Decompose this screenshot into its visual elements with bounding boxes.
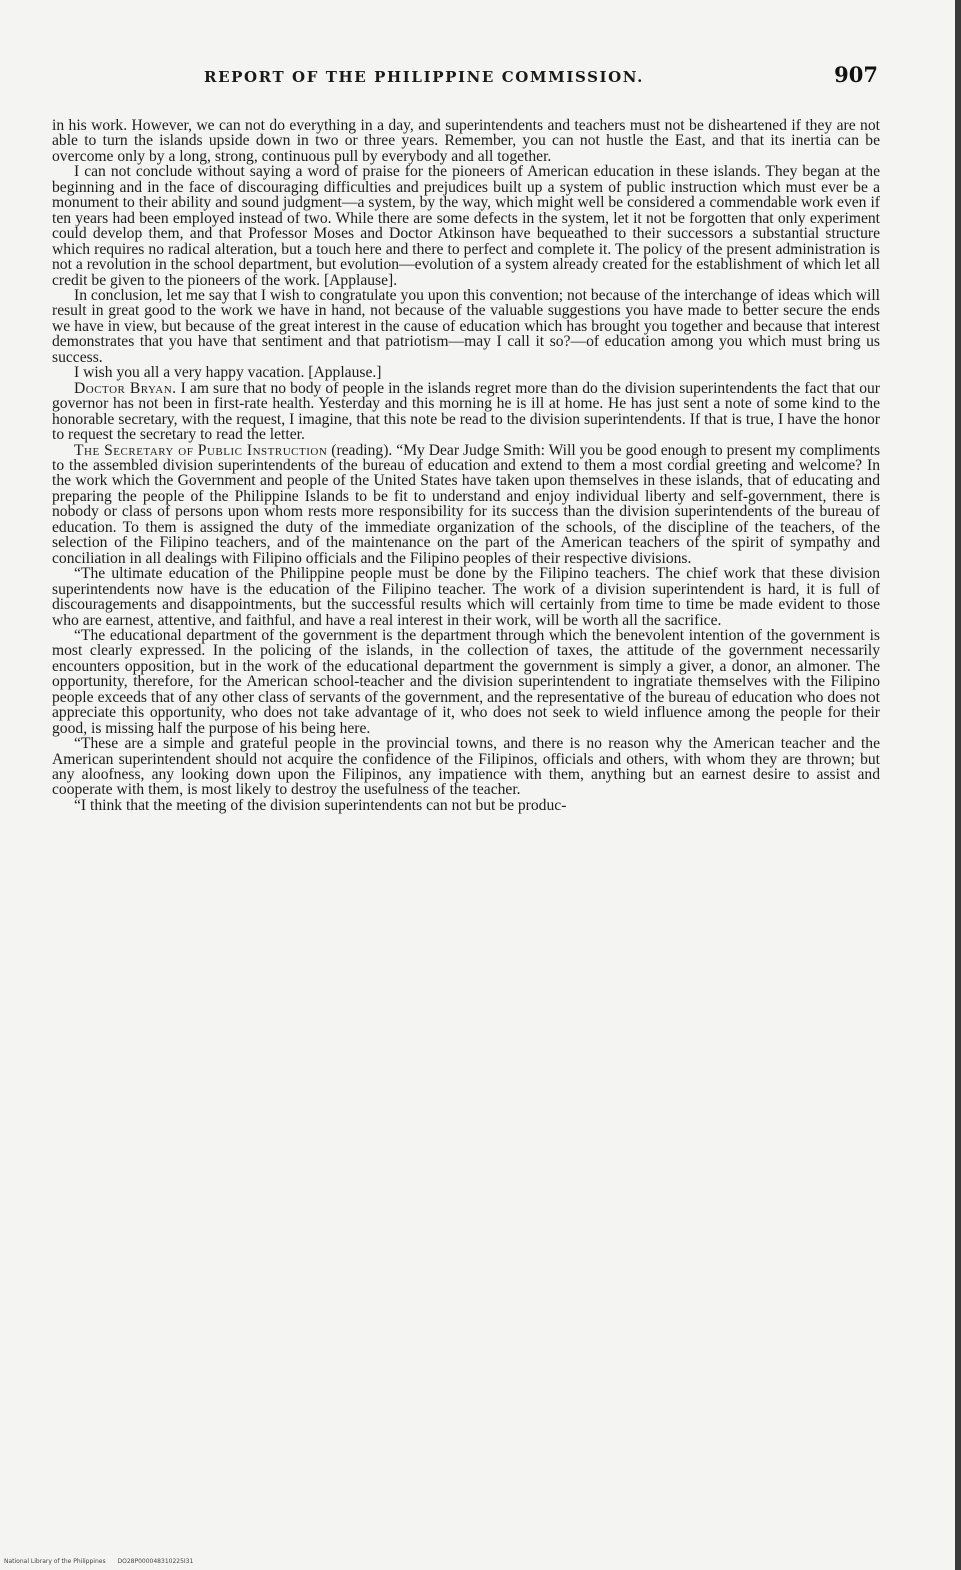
page-number: 907 bbox=[834, 62, 878, 87]
speaker-secretary: The Secretary of Public Instruction bbox=[74, 441, 328, 459]
footer-library: National Library of the Philippines bbox=[4, 1558, 106, 1565]
footer-code: DO28P000048310225I31 bbox=[117, 1558, 194, 1565]
bryan-text: I am sure that no body of people in the islands regret more than do the division superintendents the fact that our governor has not been in first-rate health. Yesterday and this morning he is ill at home. He has just sent a note of some kind to the honorable secretary, with the request, I imagine, that this note be read to the division superintendents. If that is true, I have the honor to request the secretary to read the letter. bbox=[52, 379, 881, 444]
paragraph-letter-start bbox=[52, 443, 880, 567]
paragraph-continuation: in his work. However, we can not do everything in a day, and superintendents and teachers must not be disheartened if they are not able to turn the islands upside down in two or three years. Remember, you can not hustle the East, and that its inertia can be overcome only by a long, strong, continuous pull by everybody and all together. bbox=[52, 117, 880, 165]
letter-text: (reading). “My Dear Judge Smith: Will you be good enough to present my compliments to the assembled division superintendents of the bureau of education and extend to them a most cordial greeting and welcome? In the work which the Government and people of the United States have taken upon themselves in these islands, that of educating and preparing the people of the Philippine Islands to be fit to understand and enjoy individual liberty and self-government, there is nobody or class of persons upon whom rests more responsibility for its success than the division superintendents of the bureau of education. To them is assigned the duty of the immediate organization of the schools, of the discipline of the teachers, of the selection of the Filipino teachers, and of the maintenance on the part of the American teachers of the spirit of sympathy and conciliation in all dealings with Filipino officials and the Filipino peoples of their respective divisions. bbox=[52, 441, 881, 567]
body-text bbox=[52, 118, 880, 813]
paragraph-meeting: “I think that the meeting of the division superintendents can not but be produc- bbox=[74, 796, 567, 814]
paragraph-bryan bbox=[52, 381, 880, 443]
page-footer bbox=[4, 1558, 203, 1565]
speaker-bryan: Doctor Bryan. bbox=[74, 379, 177, 397]
paragraph-pioneers: I can not conclude without saying a word of praise for the pioneers of American education in these islands. They began at the beginning and in the face of discouraging difficulties and prejudices built up a system of public instruction which must ever be a monument to their ability and sound judgment—a system, by the way, which might well be considered a commendable work even if ten years had been employed instead of two. While there are some defects in the system, let it not be forgotten that only experiment could develop them, and that Professor Moses and Doctor Atkinson have bequeathed to their successors a substantial structure which requires no radical alteration, but a touch here and there to perfect and complete it. The policy of the present administration is not a revolution in the school department, but evolution—evolution of a system already created for the establishment of which let all credit be given to the pioneers of the work. [Applause]. bbox=[52, 163, 880, 289]
page-header bbox=[64, 62, 884, 92]
running-title: REPORT OF THE PHILIPPINE COMMISSION. bbox=[204, 68, 644, 86]
paragraph-educational-department: “The educational department of the government is the department through which the benevolent intention of the government is most clearly expressed. In the policing of the islands, in the collection of taxes, the attitude of the government necessarily encounters opposition, but in the work of the educational department the government is simply a giver, a donor, an almoner. The opportunity, therefore, for the American school-teacher and the division superintendent to ingratiate themselves with the Filipino people exceeds that of any other class of servants of the government, and the representative of the bureau of education who does not appreciate this opportunity, who does not take advantage of it, who does not seek to wield influence among the people for their good, is missing half the purpose of his being here. bbox=[52, 626, 880, 737]
paragraph-vacation: I wish you all a very happy vacation. [Applause.] bbox=[74, 364, 382, 382]
paragraph-conclusion: In conclusion, let me say that I wish to congratulate you upon this convention; not because of the interchange of ideas which will result in great good to the work we have in hand, not because of the valuable suggestions you have made to better secure the ends we have in view, but because of the great interest in the cause of education which has brought you together and because that interest demonstrates that you have that sentiment and that patriotism—may I call it so?—of education among you which must bring us success. bbox=[52, 286, 880, 366]
paragraph-ultimate-education: “The ultimate education of the Philippine people must be done by the Filipino teachers. The chief work that these division superintendents now have is the education of the Filipino teacher. The work of a division superintendent is hard, it is full of discouragements and disappointments, but the successful results which will certainly from time to time be made evident to those who are earnest, attentive, and faithful, and have a real interest in their work, will be worth all the sacrifice. bbox=[52, 565, 880, 629]
scan-edge bbox=[955, 0, 961, 1570]
paragraph-simple-people: “These are a simple and grateful people in the provincial towns, and there is no reason why the American teacher and the American superintendent should not acquire the confidence of the Filipinos, officials and others, with whom they are thrown; but any aloofness, any looking down upon the Filipinos, any impatience with them, anything but an earnest desire to assist and cooperate with them, is most likely to destroy the usefulness of the teacher. bbox=[52, 735, 880, 799]
